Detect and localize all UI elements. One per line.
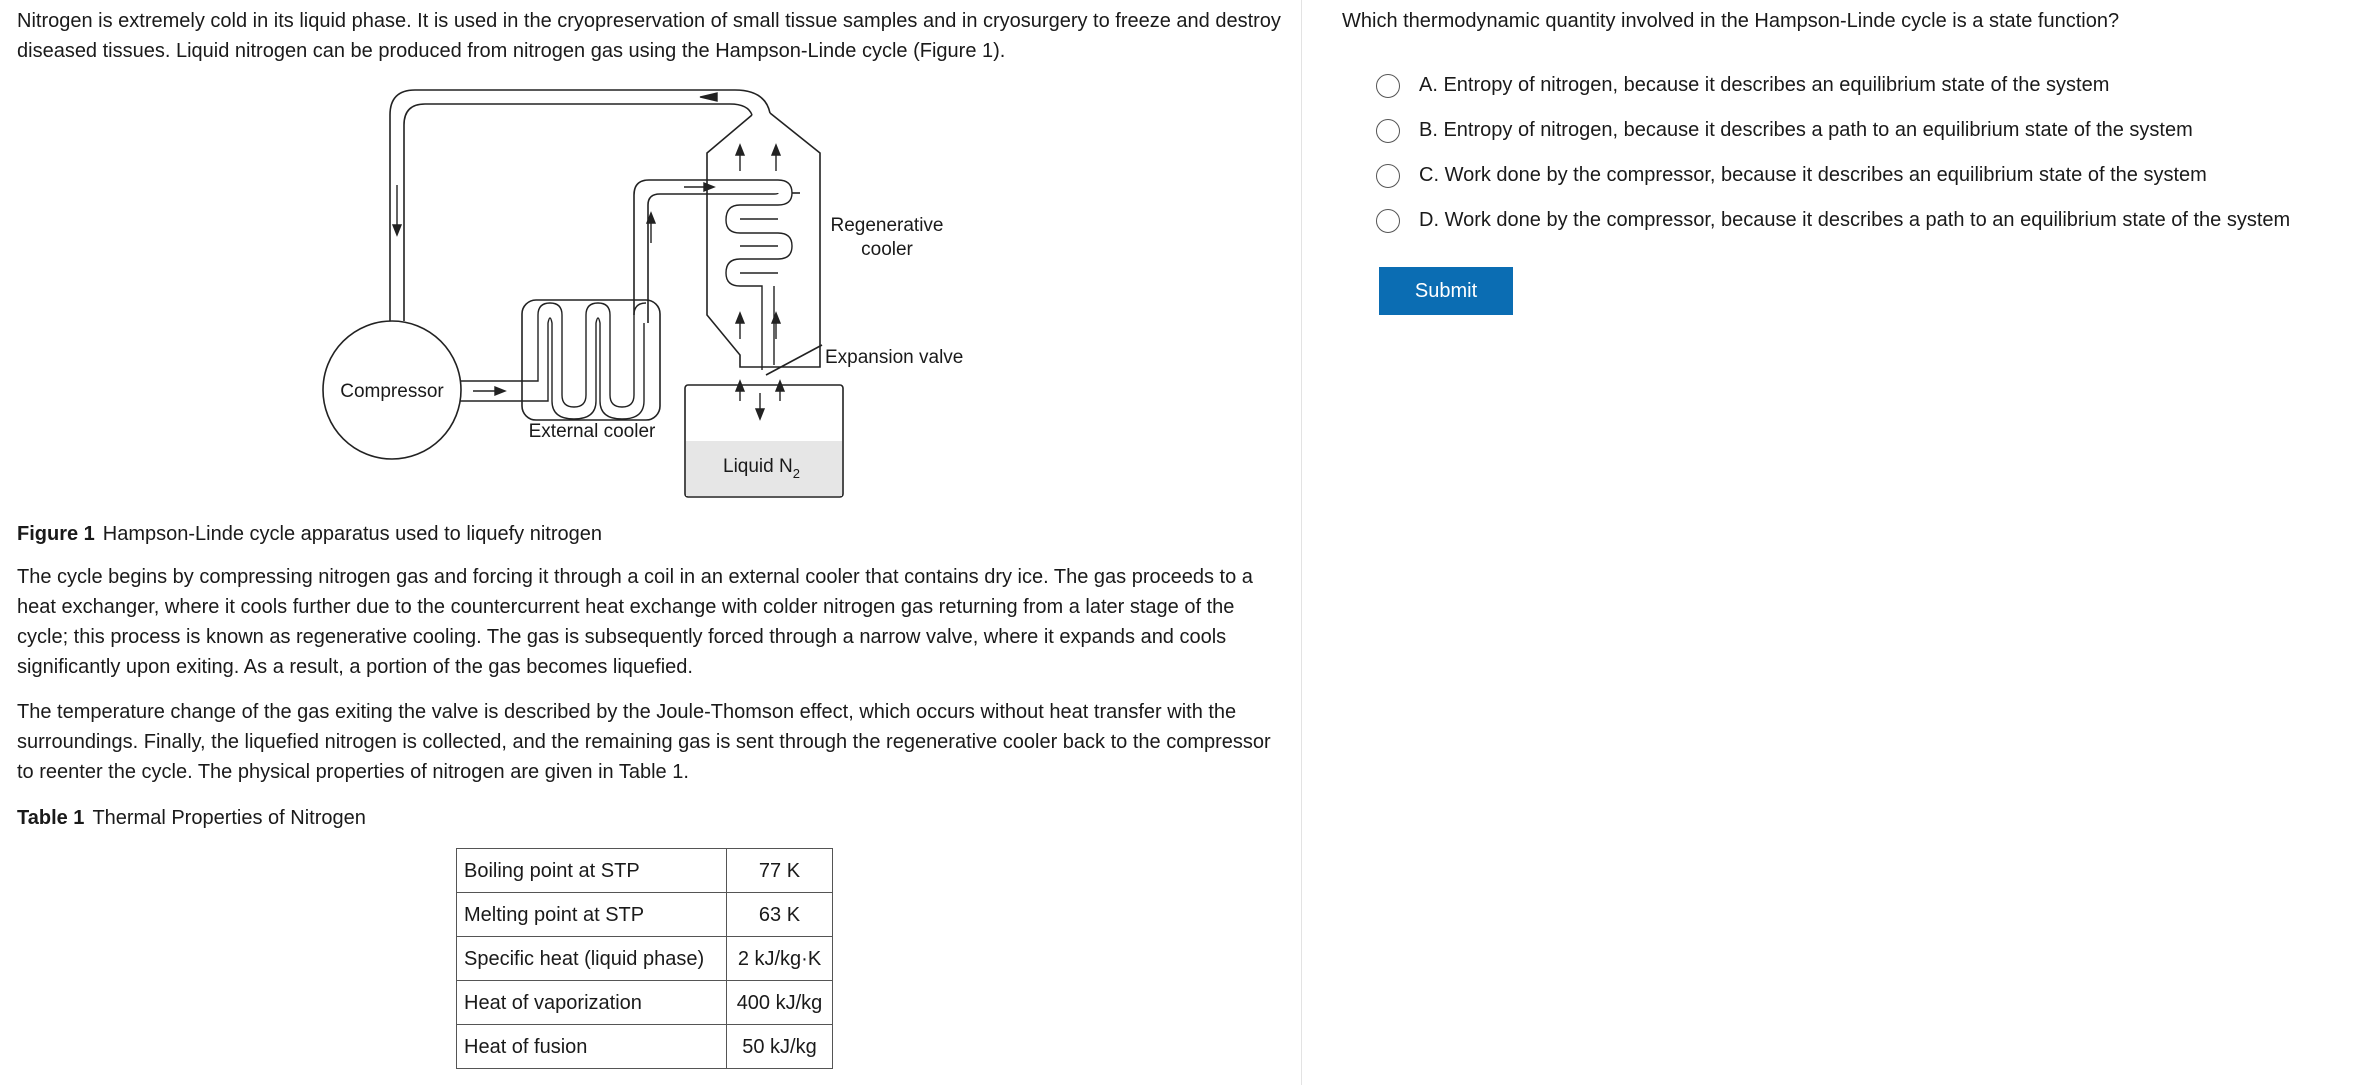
option-text (1419, 74, 2109, 97)
expansion-valve-label: Expansion valve (825, 347, 964, 368)
passage-intro: Nitrogen is extremely cold in its liquid phase. It is used in the cryopreservation of small tissue samples and in cryosurgery to freeze and destroy diseased tissues. Liquid nitrogen can be produced from nitrogen gas using the Hampson-Linde cycle (Figure 1). (17, 10, 1281, 62)
radio-button-d[interactable] (1376, 209, 1400, 233)
radio-button-a[interactable] (1376, 74, 1400, 98)
regenerative-coil (726, 180, 792, 370)
table-caption (17, 803, 366, 833)
option-text (1419, 119, 2193, 142)
question-pane (1302, 0, 2373, 1085)
external-cooler-label: External cooler (528, 421, 656, 442)
property-name: Melting point at STP (457, 893, 727, 937)
table-row (457, 1025, 833, 1069)
answer-option-a[interactable] (1376, 63, 2366, 108)
external-cooler-box (522, 300, 660, 420)
answer-option-c[interactable] (1376, 153, 2366, 198)
option-letter: B. (1419, 119, 1438, 141)
option-letter: A. (1419, 74, 1438, 96)
question-prompt: Which thermodynamic quantity involved in the Hampson-Linde cycle is a state function? (1342, 10, 2120, 32)
figure-caption-label: Figure 1 (17, 523, 95, 545)
option-label: Work done by the compressor, because it describes a path to an equilibrium state of the system (1444, 209, 2291, 231)
option-label: Entropy of nitrogen, because it describes a path to an equilibrium state of the system (1443, 119, 2193, 141)
property-value: 400 kJ/kg (727, 981, 833, 1025)
figure-caption (17, 519, 602, 549)
thermal-properties-table (456, 848, 833, 1069)
property-value: 2 kJ/kg·K (727, 937, 833, 981)
option-text (1419, 209, 2290, 232)
return-pipe-inner (404, 104, 752, 321)
property-value: 50 kJ/kg (727, 1025, 833, 1069)
table-caption-label: Table 1 (17, 807, 85, 829)
passage-body-2: The temperature change of the gas exiting the valve is described by the Joule-Thomson effect, which occurs without heat transfer with the surroundings. Finally, the liquefied nitrogen is collected, and the remaining gas is sent through the regenerative cooler back to the compressor to reenter the cycle. The physical properties of nitrogen are given in Table 1. (17, 701, 1271, 783)
liquid-n2-text: Liquid N (723, 456, 793, 477)
option-label: Work done by the compressor, because it describes an equilibrium state of the system (1444, 164, 2207, 186)
property-value: 63 K (727, 893, 833, 937)
property-name: Heat of fusion (457, 1025, 727, 1069)
answer-option-d[interactable] (1376, 198, 2366, 243)
regenerative-cooler-label-2: cooler (861, 239, 913, 260)
regenerative-cooler-label: Regenerative (830, 215, 944, 236)
option-letter: D. (1419, 209, 1439, 231)
property-value: 77 K (727, 849, 833, 893)
submit-button[interactable]: Submit (1379, 267, 1513, 315)
answer-option-b[interactable] (1376, 108, 2366, 153)
table-row (457, 849, 833, 893)
option-letter: C. (1419, 164, 1439, 186)
property-name: Heat of vaporization (457, 981, 727, 1025)
table-caption-text: Thermal Properties of Nitrogen (92, 807, 366, 829)
compressor-label: Compressor (340, 381, 444, 402)
table-row (457, 981, 833, 1025)
radio-button-b[interactable] (1376, 119, 1400, 143)
return-pipe (390, 90, 770, 321)
table-row (457, 937, 833, 981)
figure-caption-text: Hampson-Linde cycle apparatus used to liquefy nitrogen (102, 523, 602, 545)
property-name: Boiling point at STP (457, 849, 727, 893)
regenerative-cooler-housing (707, 113, 820, 367)
radio-button-c[interactable] (1376, 164, 1400, 188)
table-row (457, 893, 833, 937)
figure-1-diagram (300, 75, 1000, 505)
external-cooler-coil (528, 303, 646, 407)
option-label: Entropy of nitrogen, because it describes an equilibrium state of the system (1443, 74, 2110, 96)
property-name: Specific heat (liquid phase) (457, 937, 727, 981)
liquid-n2-subscript: 2 (792, 466, 800, 481)
passage-body-1: The cycle begins by compressing nitrogen gas and forcing it through a coil in an external cooler that contains dry ice. The gas proceeds to a heat exchanger, where it cools further due to the countercurrent heat exchange with colder nitrogen gas returning from a later stage of the cycle; this process is known as regenerative cooling. The gas is subsequently forced through a narrow valve, where it expands and cools significantly upon exiting. As a result, a portion of the gas becomes liquefied. (17, 566, 1253, 678)
option-text (1419, 164, 2207, 187)
answer-options (1376, 63, 2366, 243)
